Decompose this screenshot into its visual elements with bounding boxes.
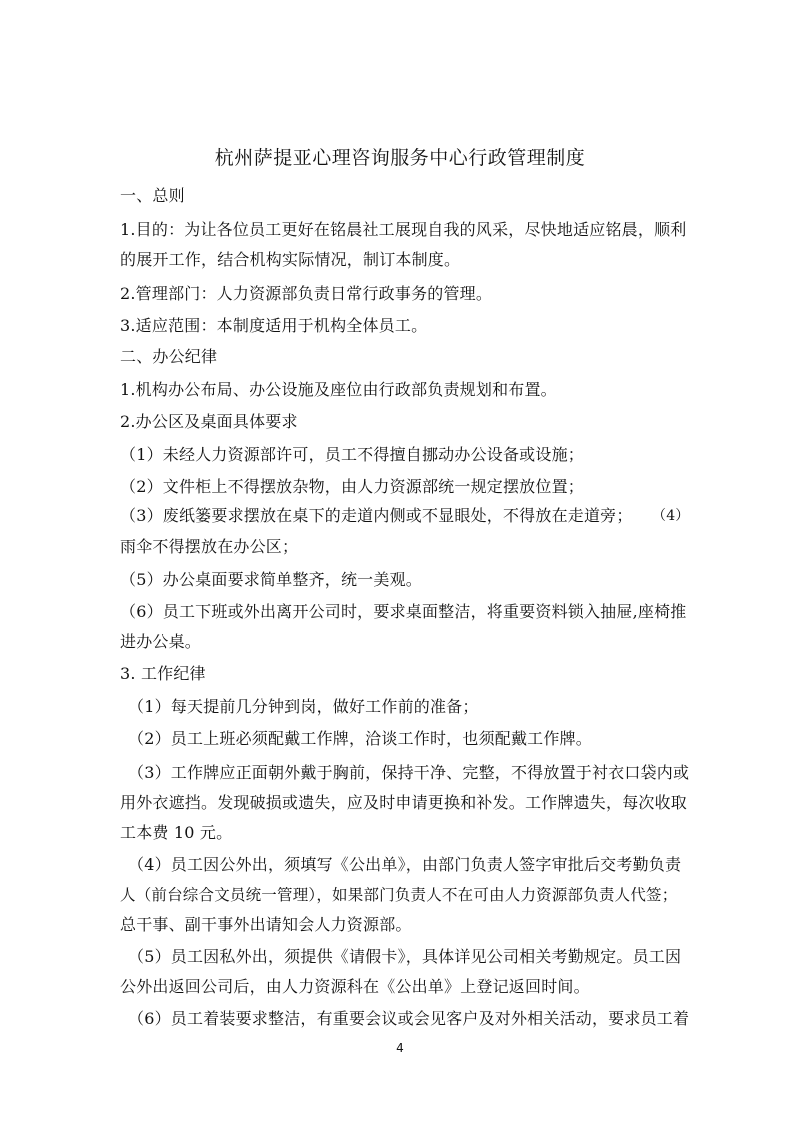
paragraph-line: 2.办公区及桌面具体要求 (120, 412, 298, 431)
section-heading: 一、总则 (120, 186, 185, 205)
list-item: （2）员工上班必须配戴工作牌，洽谈工作时，也须配戴工作牌。 (128, 729, 592, 748)
list-item: （1）未经人力资源部许可，员工不得擅自挪动办公设备或设施； (120, 445, 584, 464)
paragraph-line: 2.管理部门：人力资源部负责日常行政事务的管理。 (120, 284, 493, 303)
page-title: 杭州萨提亚心理咨询服务中心行政管理制度 (214, 147, 586, 169)
list-item: （4）员工因公外出，须填写《公出单》，由部门负责人签字审批后交考勤负责 (128, 855, 682, 874)
list-item: 工本费 10 元。 (120, 823, 233, 842)
list-item: （3）工作牌应正面朝外戴于胸前，保持干净、完整，不得放置于衬衣口袋内或 (128, 763, 690, 782)
paragraph-line: 的展开工作，结合机构实际情况，制订本制度。 (120, 250, 461, 269)
page-number: 4 (396, 1041, 404, 1055)
list-item: （2）文件柜上不得摆放杂物，由人力资源部统一规定摆放位置； (120, 477, 584, 496)
list-item: 人（前台综合文员统一管理），如果部门负责人不在可由人力资源部负责人代签； (120, 886, 678, 904)
list-item: 用外衣遮挡。发现破损或遗失，应及时申请更换和补发。工作牌遗失，每次收取 (120, 793, 688, 812)
section-heading: 3. 工作纪律 (120, 664, 206, 683)
list-item: （4） (652, 508, 690, 524)
list-item: 公外出返回公司后，由人力资源科在《公出单》上登记返回时间。 (120, 977, 590, 996)
paragraph-line: 3.适应范围：本制度适用于机构全体员工。 (120, 316, 428, 335)
list-item: （5）员工因私外出，须提供《请假卡》，具体详见公司相关考勤规定。员工因 (128, 947, 682, 966)
list-item: （6）员工下班或外出离开公司时，要求桌面整洁，将重要资料锁入抽屉,座椅推 (120, 602, 687, 621)
list-item: 雨伞不得摆放在办公区； (120, 537, 299, 556)
list-item: 总干事、副干事外出请知会人力资源部。 (120, 915, 412, 934)
list-item: （5）办公桌面要求简单整齐，统一美观。 (120, 570, 422, 589)
list-item: （1）每天提前几分钟到岗，做好工作前的准备； (128, 697, 479, 716)
list-item: （6）员工着装要求整洁，有重要会议或会见客户及对外相关活动，要求员工着 (128, 1009, 690, 1028)
list-item: 进办公桌。 (120, 632, 202, 651)
list-item: （3）废纸篓要求摆放在桌下的走道内侧或不显眼处，不得放在走道旁； (120, 506, 633, 525)
paragraph-line: 1.机构办公布局、办公设施及座位由行政部负责规划和布置。 (120, 380, 557, 399)
paragraph-line: 1.目的：为让各位员工更好在铭晨社工展现自我的风采，尽快地适应铭晨，顺利 (120, 220, 687, 239)
section-heading: 二、办公纪律 (120, 347, 218, 366)
